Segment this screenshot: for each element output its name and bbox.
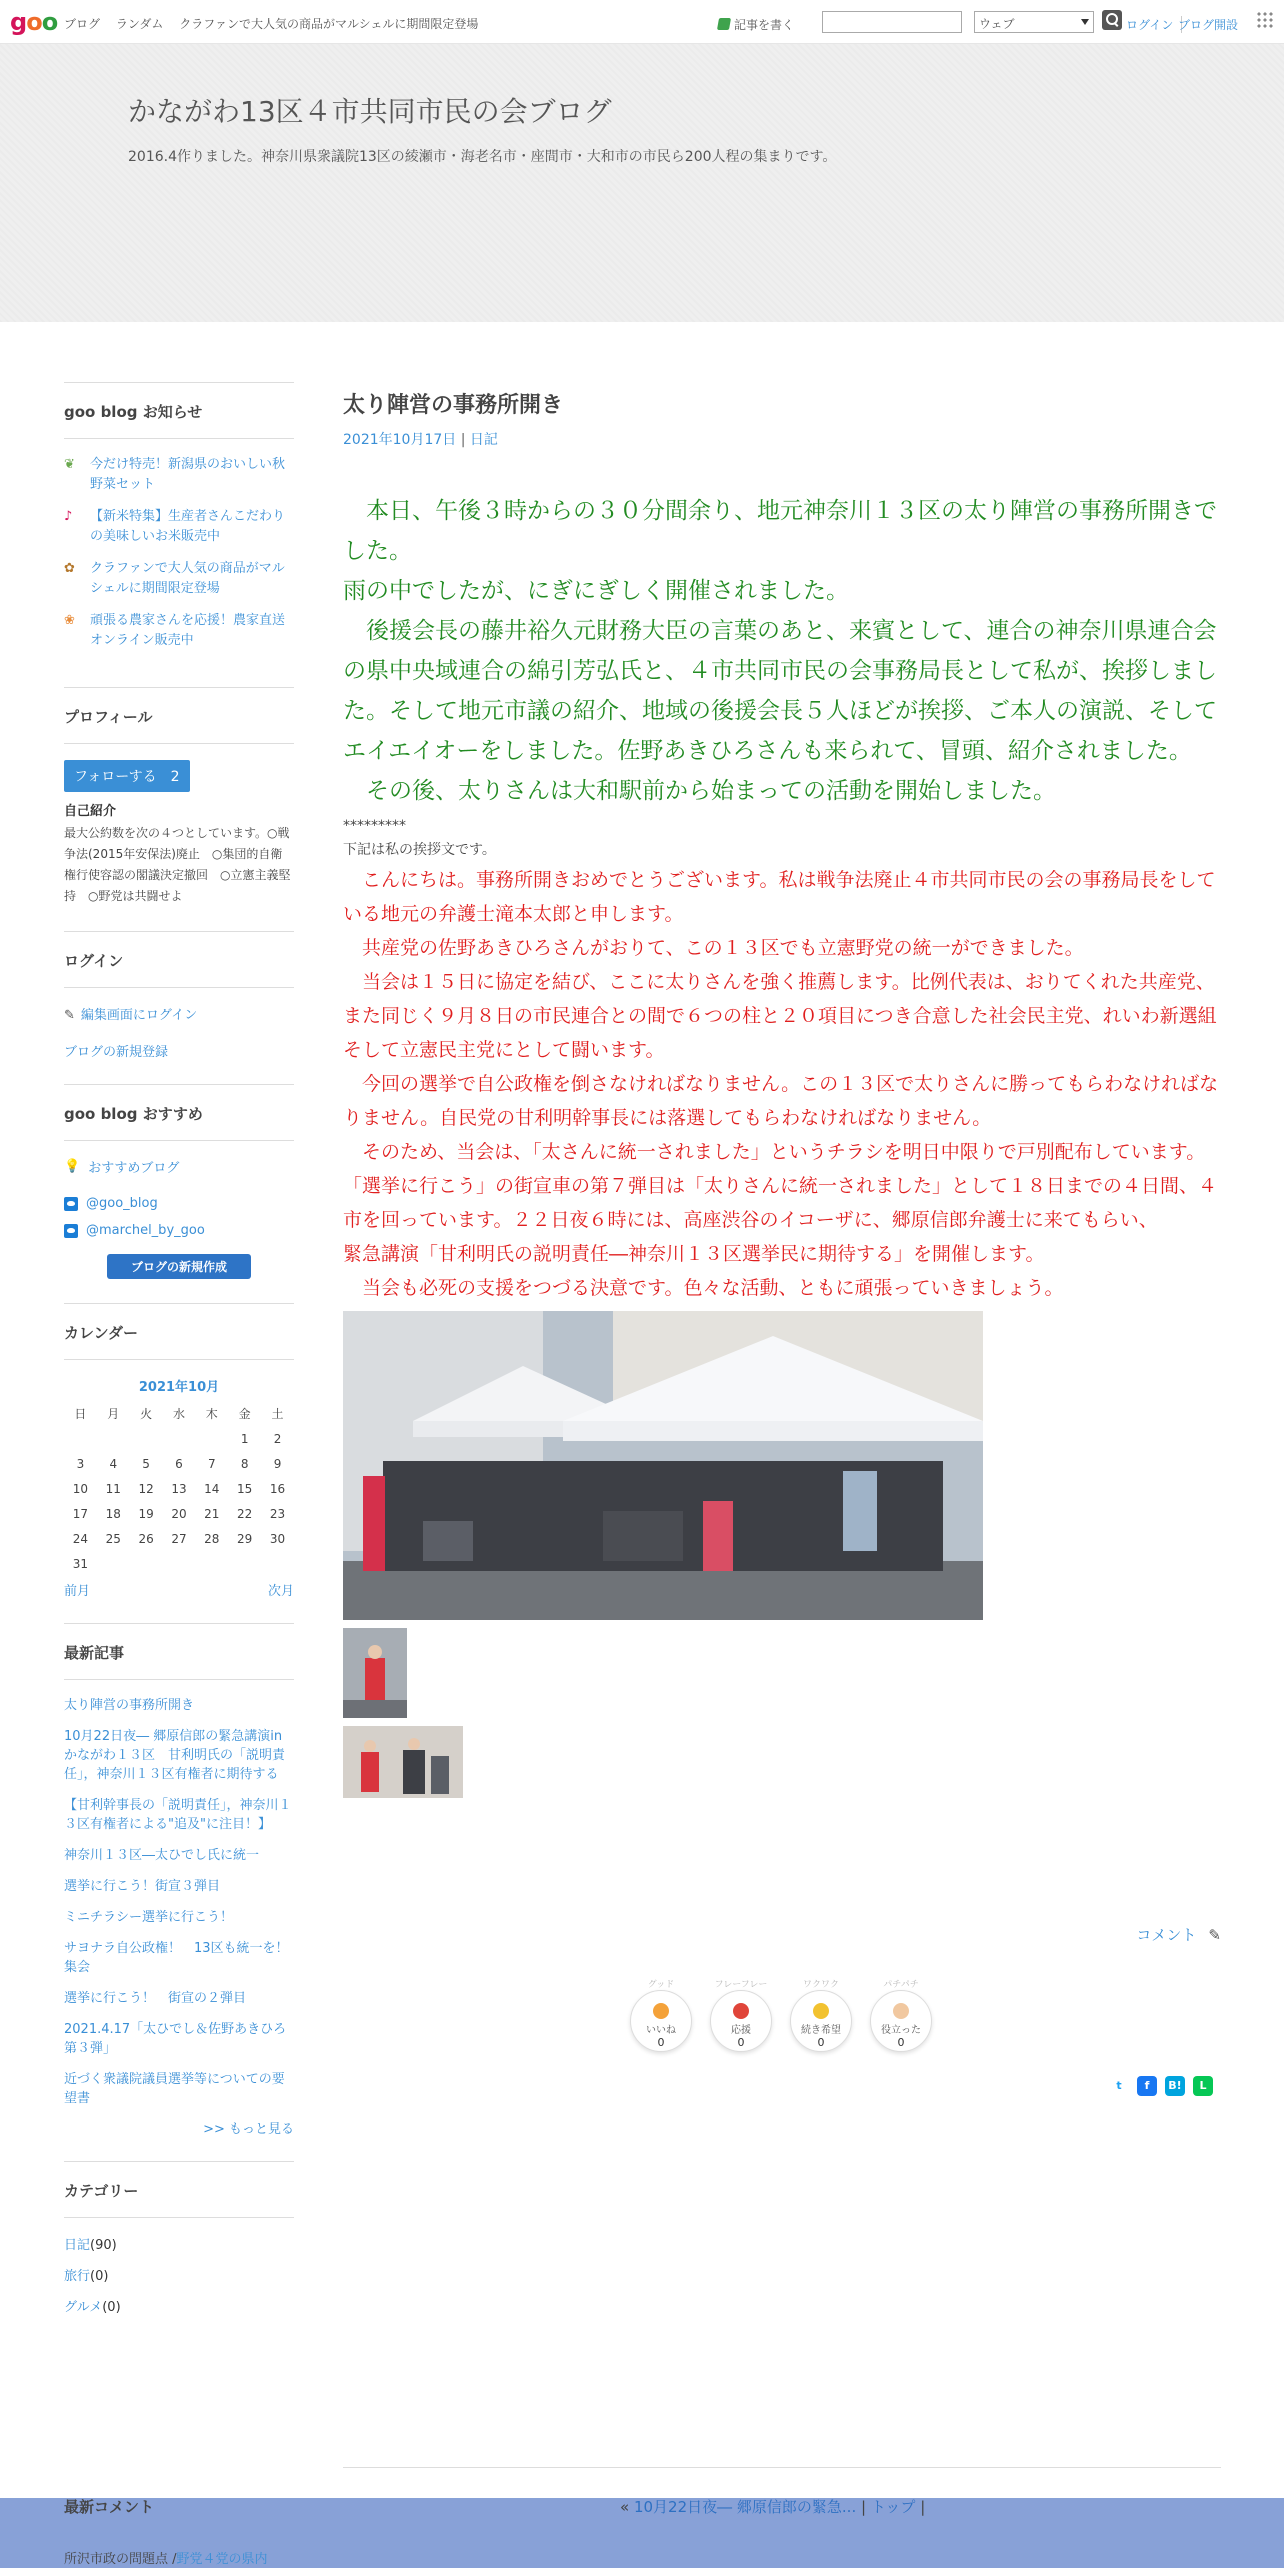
music-note-icon: ♪ (64, 509, 73, 524)
chevron-down-icon (1081, 19, 1089, 25)
reaction-label: 役立った (881, 2025, 921, 2036)
goo-logo[interactable]: goo (10, 8, 58, 36)
reaction-count: 0 (737, 2036, 745, 2049)
reaction-icon (893, 2003, 909, 2019)
calendar-week (64, 1501, 294, 1526)
calendar-weekday: 金 (238, 1407, 251, 1421)
post-body-green (343, 491, 1221, 811)
category-link[interactable]: 日記 (64, 2238, 91, 2253)
reaction-button[interactable] (790, 1980, 852, 2052)
thumbnail-illustration (343, 1628, 407, 1718)
calendar-day (228, 1551, 261, 1576)
latest-comment-row (64, 2548, 268, 2567)
post-photo[interactable] (343, 1311, 983, 1620)
post-meta (343, 429, 1221, 449)
top-nav-blog[interactable]: ブログ (64, 17, 101, 31)
recent-article-link[interactable]: 10月22日夜― 郷原信郎の緊急講演inかながわ１３区 甘利明氏の「説明責任」，神奈川１３区有権者に期待する (64, 1729, 286, 1782)
reaction-count: 0 (817, 2036, 825, 2049)
paragraph: 共産党の佐野あきひろさんがおりて、この１３区でも立憲野党の統一ができました。 (343, 937, 1084, 959)
notice-item[interactable] (64, 611, 294, 651)
calendar-month[interactable]: 2021年10月 (138, 1380, 220, 1395)
calendar-day: 18 (105, 1506, 121, 1521)
post-category[interactable]: 日記 (469, 432, 498, 448)
profile-title: プロフィール (64, 706, 294, 744)
recent-article-link[interactable]: サヨナラ自公政権！ 13区も統一を！ 集会 (64, 1941, 302, 1975)
category-item[interactable] (64, 2296, 294, 2315)
new-register-link[interactable]: ブログの新規登録 (64, 1045, 169, 1060)
category-link[interactable]: グルメ (64, 2300, 103, 2315)
post-title[interactable]: 太り陣営の事務所開き (343, 393, 564, 418)
paragraph: 今回の選挙で自公政権を倒さなければなりません。この１３区で太りさんに勝ってもらわなければなりません。自民党の甘利明幹事長には落選してもらわなければなりません。 (343, 1073, 1219, 1129)
calendar-day[interactable]: 15 (237, 1481, 253, 1496)
calendar-day (261, 1551, 294, 1576)
twitter-icon (64, 1197, 78, 1211)
calendar-day[interactable]: 14 (204, 1481, 220, 1496)
follow-count: 2 (170, 769, 180, 785)
latest-comment-link[interactable]: 野党４党の県内 (176, 2552, 268, 2567)
notice-block (64, 382, 294, 687)
reaction-caption: ワクワク (802, 1980, 839, 1990)
line-icon[interactable]: L (1193, 2076, 1213, 2096)
login-block (64, 931, 294, 1084)
calendar-day: 19 (138, 1506, 154, 1521)
main-content (343, 382, 1221, 2092)
recent-article-link[interactable]: 選挙に行こう！街宣３弾目 (64, 1879, 221, 1894)
recommend-item[interactable] (64, 1223, 294, 1238)
calendar-day: 21 (204, 1506, 220, 1521)
calendar-weekday: 水 (172, 1407, 185, 1421)
top-nav-random[interactable]: ランダム (115, 17, 164, 31)
follow-button[interactable] (64, 760, 190, 792)
lightbulb-icon: 💡 (64, 1159, 81, 1174)
reaction-label: 続き希望 (801, 2025, 841, 2036)
category-count: (0) (90, 2269, 109, 2284)
calendar-day: 26 (138, 1531, 154, 1546)
comment-link[interactable] (1136, 1924, 1221, 1945)
recent-article-link[interactable]: 選挙に行こう！ 街宣の２弾目 (64, 1991, 247, 2006)
reaction-buttons (630, 1980, 932, 2060)
category-item[interactable] (64, 2234, 294, 2253)
recent-article-link[interactable]: 2021.4.17「太ひでし＆佐野あきひろ 第３弾」 (64, 2022, 300, 2056)
search-scope-value: ウェブ (979, 17, 1015, 31)
calendar-day: 30 (269, 1531, 286, 1546)
calendar-day (195, 1426, 228, 1451)
recommend-link[interactable]: @goo_blog (86, 1196, 158, 1211)
nav-separator: | (861, 2498, 867, 2516)
greeting-note: 下記は私の挨拶文です。 (343, 842, 496, 858)
login-link[interactable]: ログイン (1126, 16, 1182, 33)
notice-link[interactable]: 今だけ特売！新潟県のおいしい秋野菜セット (90, 457, 286, 492)
calendar-week (64, 1476, 294, 1501)
calendar-day: 31 (72, 1556, 89, 1571)
calendar-day: 5 (142, 1456, 150, 1471)
category-title: カテゴリー (64, 2180, 294, 2218)
category-count: (0) (102, 2300, 121, 2315)
reaction-icon (653, 2003, 669, 2019)
intro-text: 最大公約数を次の４つとしています。○戦争法(2015年安保法)廃止 ○集団的自衛権行使容認の閣議決定撤回 ○立憲主義堅持 ○野党は共闘せよ (64, 826, 291, 903)
blog-title[interactable]: かながわ13区４市共同市民の会ブログ (128, 95, 612, 128)
pen-icon (717, 18, 731, 30)
latest-comments-title: 最新コメント (64, 2498, 155, 2516)
post-thumbnail[interactable] (343, 1628, 407, 1718)
comment-label: コメント (1136, 1926, 1197, 1944)
calendar-day (195, 1551, 228, 1576)
calendar-weekday: 火 (140, 1407, 153, 1421)
paragraph: そのため、当会は、「太さんに統一されました」というチラシを明日中限りで戸別配布しています。「選挙に行こう」の街宣車の第７弾目は「太りさんに統一されました」として１８日までの４日間、４市を回っています。２２日夜６時には、高座渋谷のイコーザに、郷原信郎弁護士に来てもらい、 (343, 1141, 1218, 1231)
prev-post-link[interactable]: 10月22日夜― 郷原信郎の緊急... (633, 2498, 857, 2516)
calendar-day: 4 (109, 1456, 118, 1471)
reaction-label: いいね (646, 2025, 676, 2036)
recommend-item[interactable] (64, 1196, 294, 1211)
calendar-day: 23 (269, 1506, 286, 1521)
calendar-day: 1 (240, 1431, 249, 1446)
separator-stars: ********* (343, 818, 406, 834)
thumbnail-illustration (343, 1726, 463, 1798)
recommend-block (64, 1084, 294, 1303)
paragraph: 後援会長の藤井裕久元財務大臣の言葉のあと、来賓として、連合の神奈川県連合会の県中央域連合の綿引芳弘氏と、４市共同市民の会事務局長として私が、挨拶しました。そして地元市議の紹介、地域の後援会長５人ほどが挨拶、ご本人の演説、そしてエイエイオーをしました。佐野あきひろさんも来られて、冒頭、紹介されました。 (343, 618, 1217, 764)
follow-label: フォローする (74, 769, 157, 785)
hatena-icon[interactable]: B! (1165, 2076, 1185, 2096)
post-navigation (620, 2496, 925, 2517)
calendar-week (64, 1426, 294, 1451)
calendar-day (130, 1426, 163, 1451)
category-item[interactable] (64, 2265, 294, 2284)
recommend-item[interactable] (64, 1157, 294, 1176)
recent-article-link[interactable]: 近づく衆議院議員選挙等についての要望書 (64, 2072, 285, 2106)
recommend-title: goo blog おすすめ (64, 1103, 294, 1141)
twitter-icon[interactable]: t (1116, 2079, 1122, 2092)
write-article-link[interactable] (718, 16, 794, 33)
post-body-red (343, 863, 1221, 1305)
notice-link[interactable]: 【新米特集】生産者さんこだわりの美味しいお米販売中 (90, 509, 286, 544)
reaction-caption: パチパチ (883, 1980, 919, 1990)
calendar-week (64, 1551, 294, 1576)
recent-title: 最新記事 (64, 1642, 294, 1680)
reaction-count: 0 (657, 2036, 665, 2049)
calendar-next-link[interactable]: 次月 (267, 1584, 294, 1599)
calendar-day: 7 (207, 1456, 216, 1471)
calendar-day: 28 (204, 1531, 220, 1546)
recent-article-link[interactable]: 【甘利幹事長の「説明責任」，神奈川１３区有権者による"追及"に注目！】 (64, 1798, 292, 1832)
dog-icon: ✿ (64, 561, 75, 576)
reaction-caption: フレーフレー (714, 1980, 768, 1990)
calendar-week (64, 1451, 294, 1476)
paragraph: その後、太りさんは大和駅前から始まっての活動を開始しました。 (343, 778, 1056, 804)
calendar-day (130, 1551, 163, 1576)
paragraph: 当会も必死の支援をつづる決意です。色々な活動、ともに頑張っていきましょう。 (343, 1277, 1064, 1299)
calendar-week (64, 1526, 294, 1551)
calendar-day: 8 (240, 1456, 249, 1471)
reaction-button[interactable] (630, 1980, 692, 2052)
calendar-day (97, 1551, 130, 1576)
profile-block (64, 687, 294, 931)
reaction-icon (733, 2003, 749, 2019)
calendar-day: 9 (273, 1456, 282, 1471)
login-title: ログイン (64, 950, 294, 988)
reaction-button[interactable] (710, 1980, 772, 2052)
search-scope-select[interactable] (974, 11, 1094, 33)
vegetable-icon: ❦ (64, 457, 75, 472)
reaction-icon (813, 2003, 829, 2019)
twitter-icon (64, 1224, 78, 1238)
calendar-day: 29 (237, 1531, 253, 1546)
top-link[interactable]: トップ (870, 2498, 916, 2516)
calendar-day (97, 1426, 130, 1451)
paragraph: 緊急講演「甘利明氏の説明責任―神奈川１３区選挙民に期待する」を開催します。 (343, 1243, 1045, 1265)
recent-article-link[interactable]: 神奈川１３区―太ひでし氏に統一 (64, 1848, 260, 1863)
recommend-link[interactable]: @marchel_by_goo (86, 1223, 205, 1238)
more-articles-link[interactable]: >> もっと見る (203, 2122, 294, 2137)
content-divider (343, 2467, 1221, 2468)
top-nav (64, 15, 490, 32)
reaction-label: 応援 (731, 2025, 751, 2036)
calendar-weekday: 木 (205, 1407, 218, 1421)
pencil-icon: ✎ (1208, 1926, 1221, 1944)
calendar-day: 3 (76, 1456, 85, 1471)
recent-article-link[interactable]: 太り陣営の事務所開き (64, 1698, 195, 1713)
reaction-count: 0 (897, 2036, 905, 2049)
open-blog-link[interactable]: ブログ開設 (1178, 18, 1239, 32)
photo-illustration (343, 1311, 983, 1620)
edit-login-link[interactable]: 編集画面にログイン (80, 1008, 198, 1023)
facebook-icon[interactable]: f (1137, 2076, 1157, 2096)
category-count: (90) (90, 2238, 117, 2253)
recent-block (64, 1623, 302, 2175)
meta-separator: | (460, 432, 466, 448)
calendar-weekday: 日 (74, 1407, 87, 1421)
top-bar (0, 0, 1284, 44)
prev-arrow: « (620, 2498, 630, 2516)
new-blog-button[interactable]: ブログの新規作成 (107, 1254, 251, 1279)
notice-item[interactable] (64, 507, 294, 547)
blog-description: 2016.4作りました。神奈川県衆議院13区の綾瀬市・海老名市・座間市・大和市の市民ら200人程の集まりです。 (128, 149, 837, 165)
calendar-day: 2 (273, 1431, 282, 1446)
paragraph: 雨の中でしたが、にぎにぎしく開催されました。 (343, 578, 849, 604)
paragraph: こんにちは。事務所開きおめでとうございます。私は戦争法廃止４市共同市民の会の事務局長をしている地元の弁護士滝本太郎と申します。 (343, 869, 1216, 925)
calendar-weekday: 土 (271, 1407, 284, 1421)
category-link[interactable]: 旅行 (64, 2269, 91, 2284)
calendar-day: 11 (105, 1481, 121, 1496)
nav-separator: | (920, 2498, 926, 2516)
flower-icon: ❀ (64, 613, 75, 628)
calendar-day (163, 1551, 196, 1576)
blog-header (0, 44, 1284, 322)
pencil-icon: ✎ (64, 1008, 75, 1023)
calendar-day: 27 (171, 1531, 187, 1546)
calendar-title: カレンダー (64, 1322, 294, 1360)
calendar-day: 16 (269, 1481, 286, 1496)
post-date[interactable]: 2021年10月17日 (343, 432, 457, 448)
top-nav-promo[interactable]: クラファンで大人気の商品がマルシェルに期間限定登場 (179, 17, 479, 31)
calendar-day[interactable]: 13 (171, 1481, 187, 1496)
sidebar (64, 382, 302, 2351)
calendar-block (64, 1303, 294, 1623)
paragraph: 当会は１５日に協定を結び、ここに太りさんを強く推薦します。比例代表は、おりてくれた共産党、また同じく９月８日の市民連合との間で６つの柱と２０項目につき合意した社会民主党、れいわ新選組そして立憲民主党にとして闘います。 (343, 971, 1217, 1061)
reaction-caption: グッド (647, 1980, 675, 1990)
notice-item[interactable] (64, 455, 294, 495)
edit-login-row[interactable] (64, 1004, 294, 1023)
notice-item[interactable] (64, 559, 294, 599)
intro-title: 自己紹介 (64, 804, 117, 819)
calendar-day: 20 (171, 1506, 187, 1521)
post-thumbnail[interactable] (343, 1726, 463, 1798)
latest-comment-text: 所沢市政の問題点 / (64, 2552, 177, 2567)
apps-grid-icon[interactable] (1256, 11, 1274, 29)
calendar-weekday: 月 (107, 1407, 120, 1421)
calendar-table (64, 1401, 294, 1576)
notice-link[interactable]: クラファンで大人気の商品がマルシェルに期間限定登場 (90, 561, 285, 596)
share-buttons (1101, 2074, 1213, 2096)
write-article-label: 記事を書く (734, 18, 795, 32)
calendar-day: 6 (175, 1456, 183, 1471)
notice-link[interactable]: 頑張る農家さんを応援！農家直送オンライン販売中 (90, 613, 286, 648)
recent-article-link[interactable]: ミニチラシー選挙に行こう！ (64, 1910, 234, 1925)
calendar-day (64, 1426, 97, 1451)
calendar-day: 25 (105, 1531, 121, 1546)
notice-title: goo blog お知らせ (64, 401, 294, 439)
reaction-button[interactable] (870, 1980, 932, 2052)
calendar-prev-link[interactable]: 前月 (64, 1584, 91, 1599)
calendar-day: 10 (72, 1481, 89, 1496)
calendar-day: 24 (72, 1531, 89, 1546)
paragraph: 本日、午後３時からの３０分間余り、地元神奈川１３区の太り陣営の事務所開きでした。 (343, 498, 1217, 564)
calendar-day: 22 (237, 1506, 253, 1521)
calendar-day (163, 1426, 196, 1451)
calendar-day: 12 (138, 1481, 154, 1496)
recommend-link[interactable]: おすすめブログ (88, 1161, 180, 1176)
calendar-day[interactable]: 17 (72, 1506, 89, 1521)
category-block (64, 2161, 294, 2351)
search-input[interactable] (822, 11, 962, 33)
search-icon[interactable] (1102, 10, 1122, 30)
